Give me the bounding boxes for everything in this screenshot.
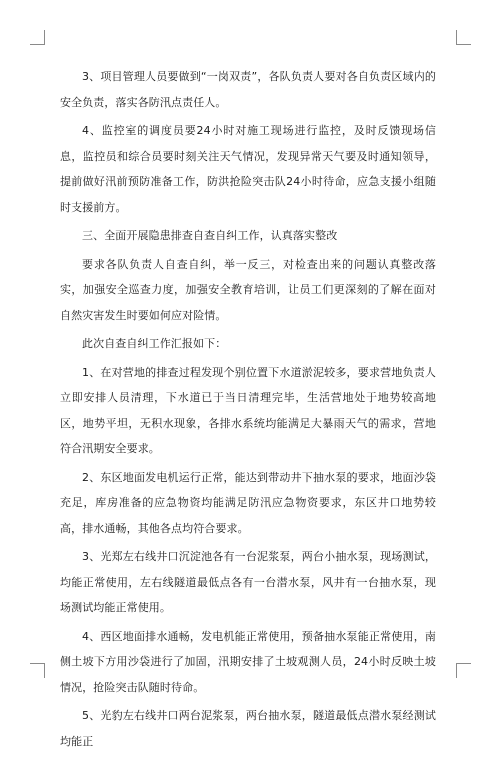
document-body (60, 64, 436, 757)
paragraph-report-intro: 此次自查自纠工作汇报如下： (82, 337, 227, 350)
paragraph-item-4-monitoring: 4、监控室的调度员要24小时对施工现场进行监控，及时反馈现场信息，监控员和综合员要时刻关注天气情况，发现异常天气要及时通知领导，提前做好汛前预防准备工作，防洪抢险突击队24小时待命，应急支援小组随时支援前方。 (60, 124, 436, 214)
paragraph-item-3-duty: 3、项目管理人员要做到“一岗双责”，各队负责人要对各自负责区域内的安全负责，落实各防汛点责任人。 (60, 70, 436, 109)
page-corner-mark-top-left (30, 30, 45, 45)
page-corner-mark-top-right (456, 30, 471, 45)
paragraph-report-5-guangbao: 5、光豹左右线井口两台泥浆泵，两台抽水泵，隧道最低点潜水泵经测试均能正 (60, 709, 436, 748)
page-corner-mark-bottom-left (30, 663, 45, 678)
section-heading-self-inspection: 三、全面开展隐患排查自查自纠工作，认真落实整改 (82, 229, 338, 242)
page-corner-mark-bottom-right (456, 663, 471, 678)
paragraph-report-4-west: 4、西区地面排水通畅，发电机能正常使用，预备抽水泵能正常使用，南侧土坡下方用沙袋进行了加固，汛期安排了土坡观测人员，24小时反映土坡情况，抢险突击队随时待命。 (60, 629, 436, 694)
paragraph-report-2-east: 2、东区地面发电机运行正常，能达到带动井下抽水泵的要求，地面沙袋充足，库房准备的应急物资均能满足防汛应急物资要求，东区井口地势较高，排水通畅，其他各点均符合要求。 (60, 470, 436, 535)
paragraph-report-3-shaft: 3、光郑左右线井口沉淀池各有一台泥浆泵，两台小抽水泵，现场测试，均能正常使用，左右线隧道最低点各有一台潜水泵，风井有一台抽水泵，现场测试均能正常使用。 (60, 550, 436, 614)
paragraph-report-1-camp: 1、在对营地的排查过程发现个别位置下水道淤泥较多，要求营地负责人立即安排人员清理，下水道已于当日清理完毕，生活营地处于地势较高地区，地势平坦，无积水现象，各排水系统均能满足大暴雨天气的需求，营地符合汛期安全要求。 (60, 365, 436, 455)
paragraph-requirements: 要求各队负责人自查自纠，举一反三，对检查出来的问题认真整改落实，加强安全巡查力度，加强安全教育培训，让员工们更深刻的了解在面对自然灾害发生时要如何应对险情。 (60, 257, 436, 322)
